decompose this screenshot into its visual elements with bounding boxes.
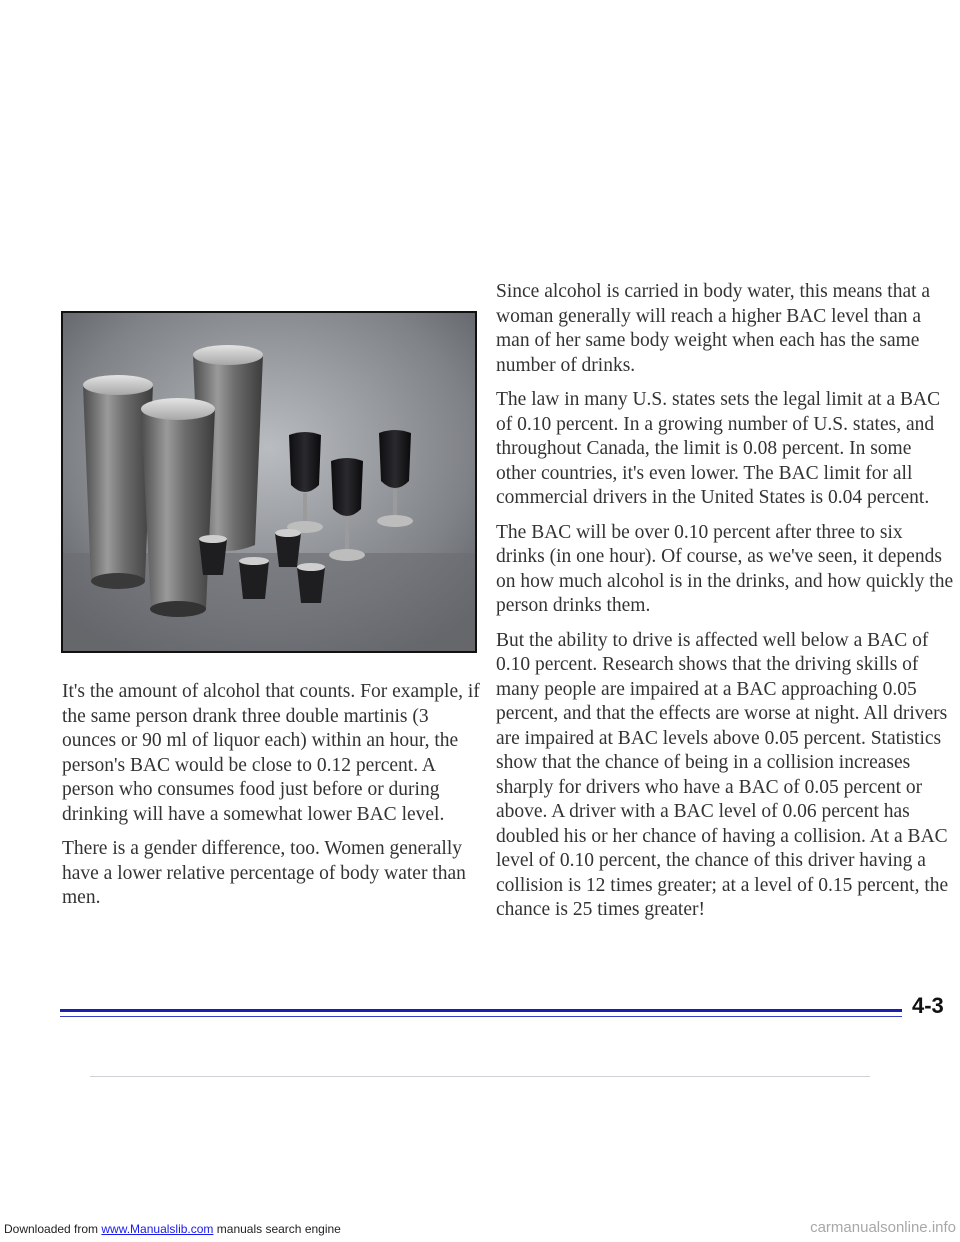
drinks-photo <box>61 311 477 653</box>
beer-glass-front <box>141 398 215 617</box>
paragraph: The law in many U.S. states sets the legal limit at a BAC of 0.10 percent. In a growing number of U.S. states, and throughout Canada, the limit is 0.08 percent. In some other countries, it's even lower. The BAC limit for all commercial drivers in the United States is 0.04 percent. <box>496 389 941 508</box>
paragraph: But the ability to drive is affected well below a BAC of 0.10 percent. Research shows that the driving skills of many people are impaired at a BAC approaching 0.05 percent, and that the effects are worse at night. All drivers are impaired at BAC levels above 0.05 percent. Statistics show that the chance of being in a collision increases sharply for drivers who have a BAC of 0.05 percent or above. A driver with a BAC level of 0.06 percent has doubled his or her chance of having a collision. At a BAC level of 0.10 percent, the chance of this driver having a collision is 12 times greater; at a level of 0.15 percent, the chance is 25 times greater! <box>496 629 949 920</box>
watermark: carmanualsonline.info <box>810 1219 956 1236</box>
paragraph: Since alcohol is carried in body water, this means that a woman generally will reach a higher BAC level than a man of her same body weight when each has the same number of drinks. <box>496 281 931 376</box>
manualslib-link[interactable]: www.Manualslib.com <box>101 1222 214 1236</box>
page-number: 4-3 <box>912 993 944 1018</box>
footer-rule <box>60 1009 902 1012</box>
download-suffix: manuals search engine <box>213 1222 341 1236</box>
paragraph: There is a gender difference, too. Women generally have a lower relative percentage of body water than men. <box>62 838 466 908</box>
right-column <box>496 280 956 933</box>
paragraph: The BAC will be over 0.10 percent after three to six drinks (in one hour). Of course, as we've seen, it depends on how much alcohol is in the drinks, and how quickly the person drinks them. <box>496 521 954 616</box>
paragraph: It's the amount of alcohol that counts. For example, if the same person drank three double martinis (3 ounces or 90 ml of liquor each) within an hour, the person's BAC would be close to 0.12 percent. A person who consumes food just before or during drinking will have a somewhat lower BAC level. <box>62 681 480 825</box>
download-prefix: Downloaded from <box>4 1222 102 1236</box>
download-notice <box>4 1222 341 1236</box>
left-column <box>62 680 482 921</box>
footer-rule-thin <box>60 1016 902 1017</box>
scan-line <box>90 1076 870 1077</box>
